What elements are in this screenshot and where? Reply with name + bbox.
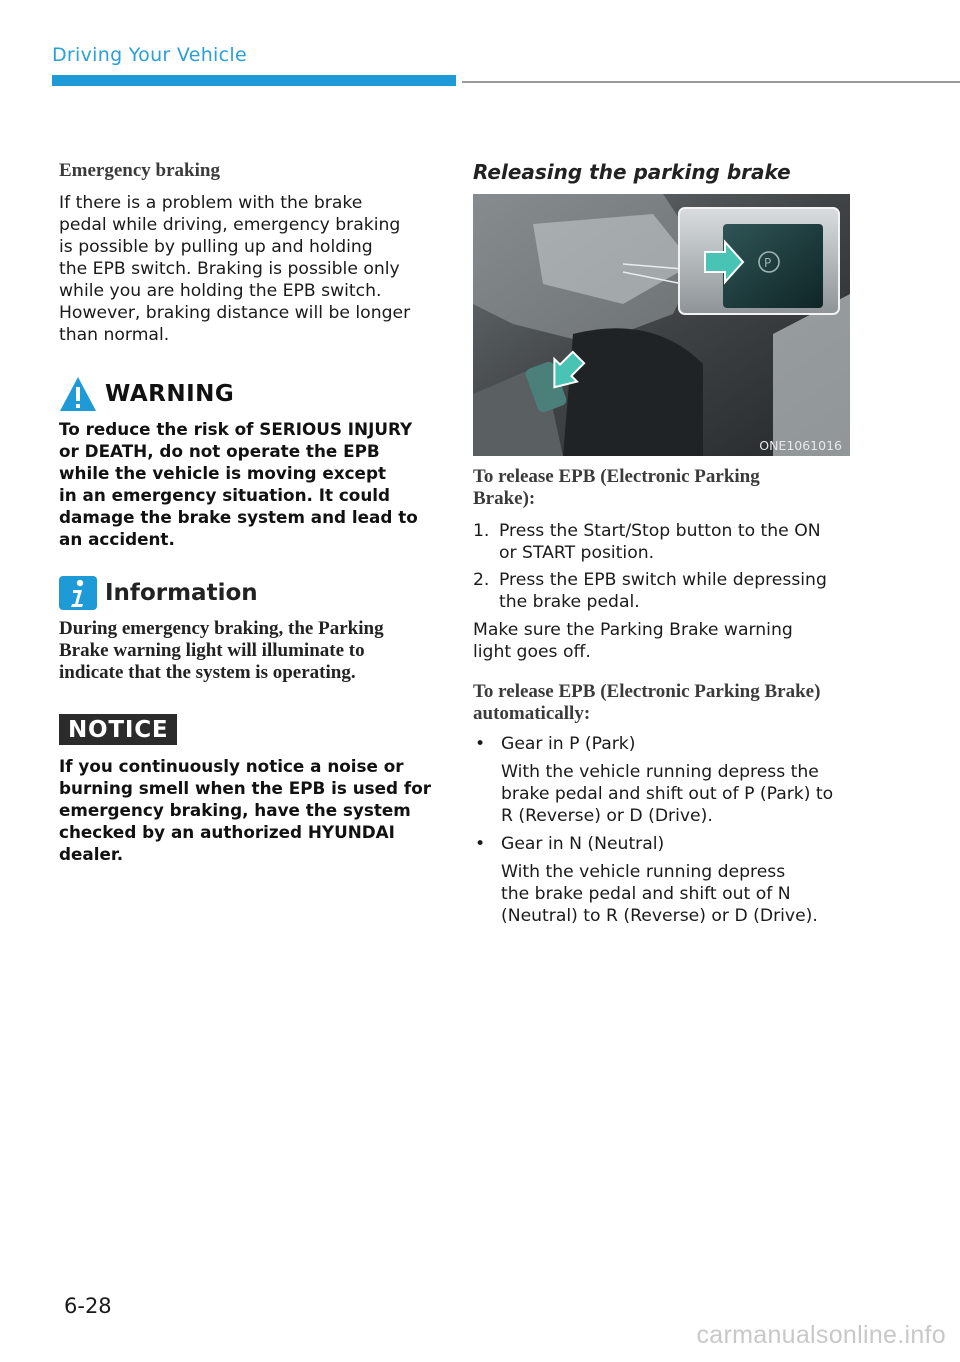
text-line: indicate that the system is operating. <box>59 662 356 683</box>
epb-illustration <box>473 194 850 456</box>
list-item <box>473 833 853 927</box>
auto-release-heading <box>473 681 853 725</box>
figure-caption: ONE1061016 <box>759 438 842 453</box>
list-item <box>473 520 853 564</box>
text-line: while the vehicle is moving except <box>59 463 386 483</box>
bullet-icon: • <box>475 734 486 754</box>
text-line: Make sure the Parking Brake warning <box>473 620 793 640</box>
text-line: brake pedal and shift out of P (Park) to <box>501 784 834 804</box>
info-icon <box>59 576 97 610</box>
epb-figure <box>473 194 850 456</box>
text-line: Press the Start/Stop button to the ON <box>499 521 821 541</box>
text-line: while you are holding the EPB switch. <box>59 281 382 301</box>
text-line: emergency braking, have the system <box>59 800 411 820</box>
watermark: carmanualsonline.info <box>696 1321 946 1349</box>
text-line: (Neutral) to R (Reverse) or D (Drive). <box>501 906 818 926</box>
step-number: 2. <box>473 570 490 590</box>
header-rule-accent <box>52 75 456 86</box>
text-line: or DEATH, do not operate the EPB <box>59 441 380 461</box>
information-title: Information <box>105 580 258 606</box>
text-line: During emergency braking, the Parking <box>59 618 384 639</box>
release-epb-heading <box>473 466 853 510</box>
text-line: If there is a problem with the brake <box>59 193 363 213</box>
bullet-label: Gear in N (Neutral) <box>501 834 665 854</box>
release-steps <box>473 520 853 613</box>
page-number: 6-28 <box>64 1294 112 1318</box>
bullet-icon: • <box>475 834 486 854</box>
text-line: is possible by pulling up and holding <box>59 237 373 257</box>
text-line: the brake pedal. <box>499 592 640 612</box>
text-line: than normal. <box>59 325 170 345</box>
heading-line: To release EPB (Electronic Parking <box>473 466 760 487</box>
list-item <box>473 569 853 613</box>
text-line: dealer. <box>59 844 124 864</box>
text-line: However, braking distance will be longer <box>59 303 411 323</box>
information-header <box>59 576 431 610</box>
warning-title: WARNING <box>105 381 235 407</box>
section-title: Releasing the parking brake <box>473 160 791 184</box>
notice-text <box>59 755 431 865</box>
heading-line: To release EPB (Electronic Parking Brake) <box>473 681 821 702</box>
text-line: the brake pedal and shift out of N <box>501 884 791 904</box>
text-line: damage the brake system and lead to <box>59 507 418 527</box>
text-line: an accident. <box>59 529 175 549</box>
make-sure-text <box>473 619 853 663</box>
text-line: light goes off. <box>473 642 591 662</box>
text-line: pedal while driving, emergency braking <box>59 215 401 235</box>
text-line: checked by an authorized HYUNDAI <box>59 822 395 842</box>
text-line: in an emergency situation. It could <box>59 485 391 505</box>
warning-text <box>59 418 431 550</box>
text-line: the EPB switch. Braking is possible only <box>59 259 400 279</box>
text-line: burning smell when the EPB is used for <box>59 778 432 798</box>
text-line: Press the EPB switch while depressing <box>499 570 827 590</box>
emergency-braking-heading: Emergency braking <box>59 160 220 181</box>
text-line: To reduce the risk of SERIOUS INJURY <box>59 419 413 439</box>
warning-triangle-icon <box>59 376 97 412</box>
information-text <box>59 618 431 684</box>
emergency-braking-text <box>59 192 431 346</box>
auto-release-list <box>473 733 853 927</box>
text-line: With the vehicle running depress the <box>501 762 819 782</box>
list-item <box>473 733 853 827</box>
svg-text:P: P <box>764 256 772 270</box>
heading-line: automatically: <box>473 703 591 724</box>
header-rule <box>462 81 960 83</box>
text-line: or START position. <box>499 543 655 563</box>
page-header-title: Driving Your Vehicle <box>52 44 247 66</box>
step-number: 1. <box>473 521 490 541</box>
heading-line: Brake): <box>473 488 536 509</box>
warning-header <box>59 376 431 412</box>
notice-badge: NOTICE <box>59 714 177 745</box>
right-column <box>473 160 853 927</box>
text-line: Brake warning light will illuminate to <box>59 640 365 661</box>
bullet-label: Gear in P (Park) <box>501 734 636 754</box>
left-column <box>59 160 431 865</box>
text-line: If you continuously notice a noise or <box>59 756 404 776</box>
text-line: R (Reverse) or D (Drive). <box>501 806 713 826</box>
text-line: With the vehicle running depress <box>501 862 786 882</box>
